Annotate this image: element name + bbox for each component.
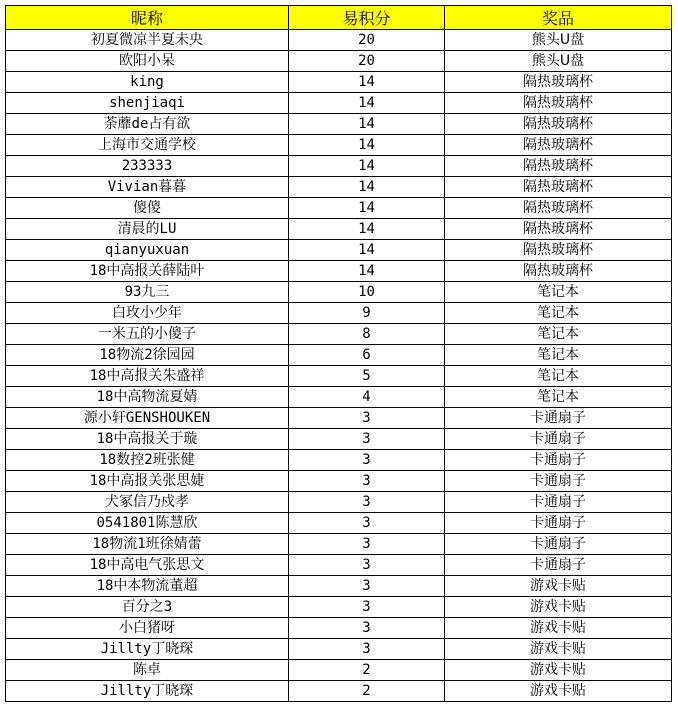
table-row [6, 72, 672, 93]
cell-points[interactable]: 3 [289, 576, 445, 597]
cell-prize[interactable]: 游戏卡贴 [445, 660, 672, 681]
cell-nickname[interactable]: Jillty丁晓琛 [6, 681, 289, 702]
cell-points[interactable]: 14 [289, 177, 445, 198]
cell-nickname[interactable]: 荼蘼de占有欲 [6, 114, 289, 135]
table-row [6, 660, 672, 681]
cell-nickname[interactable]: 18中高报关于璇 [6, 429, 289, 450]
cell-nickname[interactable]: 18物流2徐园园 [6, 345, 289, 366]
cell-nickname[interactable]: 18中高电气张思文 [6, 555, 289, 576]
cell-prize[interactable]: 卡通扇子 [445, 408, 672, 429]
table-row [6, 345, 672, 366]
cell-nickname[interactable]: 小白猪呀 [6, 618, 289, 639]
cell-points[interactable]: 14 [289, 261, 445, 282]
cell-prize[interactable]: 游戏卡贴 [445, 639, 672, 660]
cell-nickname[interactable]: Jillty丁晓琛 [6, 639, 289, 660]
cell-prize[interactable]: 隔热玻璃杯 [445, 93, 672, 114]
table-row [6, 618, 672, 639]
table-row [6, 156, 672, 177]
cell-nickname[interactable]: 傻傻 [6, 198, 289, 219]
cell-prize[interactable]: 笔记本 [445, 303, 672, 324]
cell-points[interactable]: 3 [289, 555, 445, 576]
cell-points[interactable]: 3 [289, 450, 445, 471]
cell-points[interactable]: 14 [289, 135, 445, 156]
cell-prize[interactable]: 隔热玻璃杯 [445, 114, 672, 135]
cell-nickname[interactable]: 18中高报关张思婕 [6, 471, 289, 492]
cell-nickname[interactable]: 陈卓 [6, 660, 289, 681]
table-row [6, 303, 672, 324]
cell-nickname[interactable]: 白玫小少年 [6, 303, 289, 324]
cell-nickname[interactable]: 清晨的LU [6, 219, 289, 240]
cell-points[interactable]: 3 [289, 618, 445, 639]
cell-nickname[interactable]: 18中本物流董超 [6, 576, 289, 597]
table-row [6, 51, 672, 72]
table-row [6, 471, 672, 492]
cell-points[interactable]: 5 [289, 366, 445, 387]
table-row [6, 429, 672, 450]
table-body [6, 30, 672, 702]
cell-prize[interactable]: 卡通扇子 [445, 513, 672, 534]
cell-points[interactable]: 20 [289, 51, 445, 72]
cell-points[interactable]: 3 [289, 534, 445, 555]
table-row [6, 450, 672, 471]
table-row [6, 177, 672, 198]
cell-nickname[interactable]: Vivian暮暮 [6, 177, 289, 198]
table-row [6, 261, 672, 282]
table-row [6, 492, 672, 513]
table-row [6, 135, 672, 156]
cell-prize[interactable]: 笔记本 [445, 366, 672, 387]
cell-nickname[interactable]: qianyuxuan [6, 240, 289, 261]
cell-points[interactable]: 3 [289, 492, 445, 513]
cell-points[interactable]: 14 [289, 114, 445, 135]
spreadsheet [5, 5, 671, 702]
cell-nickname[interactable]: shenjiaqi [6, 93, 289, 114]
table-row [6, 114, 672, 135]
cell-prize[interactable]: 笔记本 [445, 345, 672, 366]
table-row [6, 219, 672, 240]
cell-points[interactable]: 14 [289, 240, 445, 261]
cell-nickname[interactable]: 18中高物流夏婧 [6, 387, 289, 408]
cell-prize[interactable]: 卡通扇子 [445, 492, 672, 513]
cell-prize[interactable]: 卡通扇子 [445, 555, 672, 576]
cell-prize[interactable]: 隔热玻璃杯 [445, 198, 672, 219]
table-row [6, 408, 672, 429]
cell-prize[interactable]: 隔热玻璃杯 [445, 240, 672, 261]
cell-points[interactable]: 14 [289, 156, 445, 177]
column-header-prize[interactable]: 奖品 [445, 6, 672, 30]
cell-nickname[interactable]: 93九三 [6, 282, 289, 303]
cell-points[interactable]: 2 [289, 681, 445, 702]
cell-points[interactable]: 3 [289, 471, 445, 492]
table-row [6, 198, 672, 219]
cell-points[interactable]: 14 [289, 93, 445, 114]
table-row [6, 324, 672, 345]
cell-prize[interactable]: 卡通扇子 [445, 471, 672, 492]
cell-prize[interactable]: 游戏卡贴 [445, 597, 672, 618]
cell-prize[interactable]: 隔热玻璃杯 [445, 177, 672, 198]
cell-prize[interactable]: 游戏卡贴 [445, 681, 672, 702]
cell-nickname[interactable]: 一米五的小傻子 [6, 324, 289, 345]
cell-points[interactable]: 3 [289, 408, 445, 429]
column-header-points[interactable]: 易积分 [289, 6, 445, 30]
cell-points[interactable]: 3 [289, 429, 445, 450]
table-row [6, 597, 672, 618]
cell-points[interactable]: 3 [289, 639, 445, 660]
cell-prize[interactable]: 隔热玻璃杯 [445, 261, 672, 282]
cell-prize[interactable]: 卡通扇子 [445, 534, 672, 555]
cell-prize[interactable]: 卡通扇子 [445, 429, 672, 450]
table-row [6, 576, 672, 597]
cell-points[interactable]: 8 [289, 324, 445, 345]
cell-nickname[interactable]: 欧阳小呆 [6, 51, 289, 72]
cell-nickname[interactable]: 百分之3 [6, 597, 289, 618]
cell-points[interactable]: 9 [289, 303, 445, 324]
cell-prize[interactable]: 熊头U盘 [445, 30, 672, 51]
cell-points[interactable]: 10 [289, 282, 445, 303]
table-row [6, 93, 672, 114]
cell-prize[interactable]: 笔记本 [445, 282, 672, 303]
table-row [6, 366, 672, 387]
cell-nickname[interactable]: 犬冢信乃戍孝 [6, 492, 289, 513]
cell-points[interactable]: 14 [289, 198, 445, 219]
table-row [6, 681, 672, 702]
table-row [6, 387, 672, 408]
cell-points[interactable]: 2 [289, 660, 445, 681]
cell-prize[interactable]: 隔热玻璃杯 [445, 72, 672, 93]
cell-prize[interactable]: 游戏卡贴 [445, 576, 672, 597]
cell-nickname[interactable]: king [6, 72, 289, 93]
cell-nickname[interactable]: 233333 [6, 156, 289, 177]
table-row [6, 240, 672, 261]
cell-nickname[interactable]: 上海市交通学校 [6, 135, 289, 156]
header-row [6, 6, 672, 30]
table-row [6, 555, 672, 576]
cell-nickname[interactable]: 18中高报关薛陆叶 [6, 261, 289, 282]
cell-prize[interactable]: 隔热玻璃杯 [445, 156, 672, 177]
table-row [6, 534, 672, 555]
prize-table [5, 5, 672, 702]
cell-prize[interactable]: 隔热玻璃杯 [445, 135, 672, 156]
cell-nickname[interactable]: 源小轩GENSHOUKEN [6, 408, 289, 429]
cell-points[interactable]: 4 [289, 387, 445, 408]
table-row [6, 30, 672, 51]
cell-points[interactable]: 3 [289, 513, 445, 534]
cell-points[interactable]: 14 [289, 219, 445, 240]
table-row [6, 513, 672, 534]
table-row [6, 282, 672, 303]
cell-nickname[interactable]: 18物流1班徐婧蕾 [6, 534, 289, 555]
cell-prize[interactable]: 隔热玻璃杯 [445, 219, 672, 240]
cell-prize[interactable]: 笔记本 [445, 387, 672, 408]
cell-nickname[interactable]: 0541801陈慧欣 [6, 513, 289, 534]
cell-points[interactable]: 14 [289, 72, 445, 93]
cell-nickname[interactable]: 18中高报关朱盛祥 [6, 366, 289, 387]
cell-nickname[interactable]: 初夏微凉半夏未央 [6, 30, 289, 51]
column-header-nickname[interactable]: 昵称 [6, 6, 289, 30]
table-header [6, 6, 672, 30]
cell-prize[interactable]: 卡通扇子 [445, 450, 672, 471]
cell-prize[interactable]: 游戏卡贴 [445, 618, 672, 639]
cell-points[interactable]: 3 [289, 597, 445, 618]
cell-prize[interactable]: 笔记本 [445, 324, 672, 345]
cell-points[interactable]: 20 [289, 30, 445, 51]
cell-prize[interactable]: 熊头U盘 [445, 51, 672, 72]
cell-nickname[interactable]: 18数控2班张健 [6, 450, 289, 471]
table-row [6, 639, 672, 660]
cell-points[interactable]: 6 [289, 345, 445, 366]
